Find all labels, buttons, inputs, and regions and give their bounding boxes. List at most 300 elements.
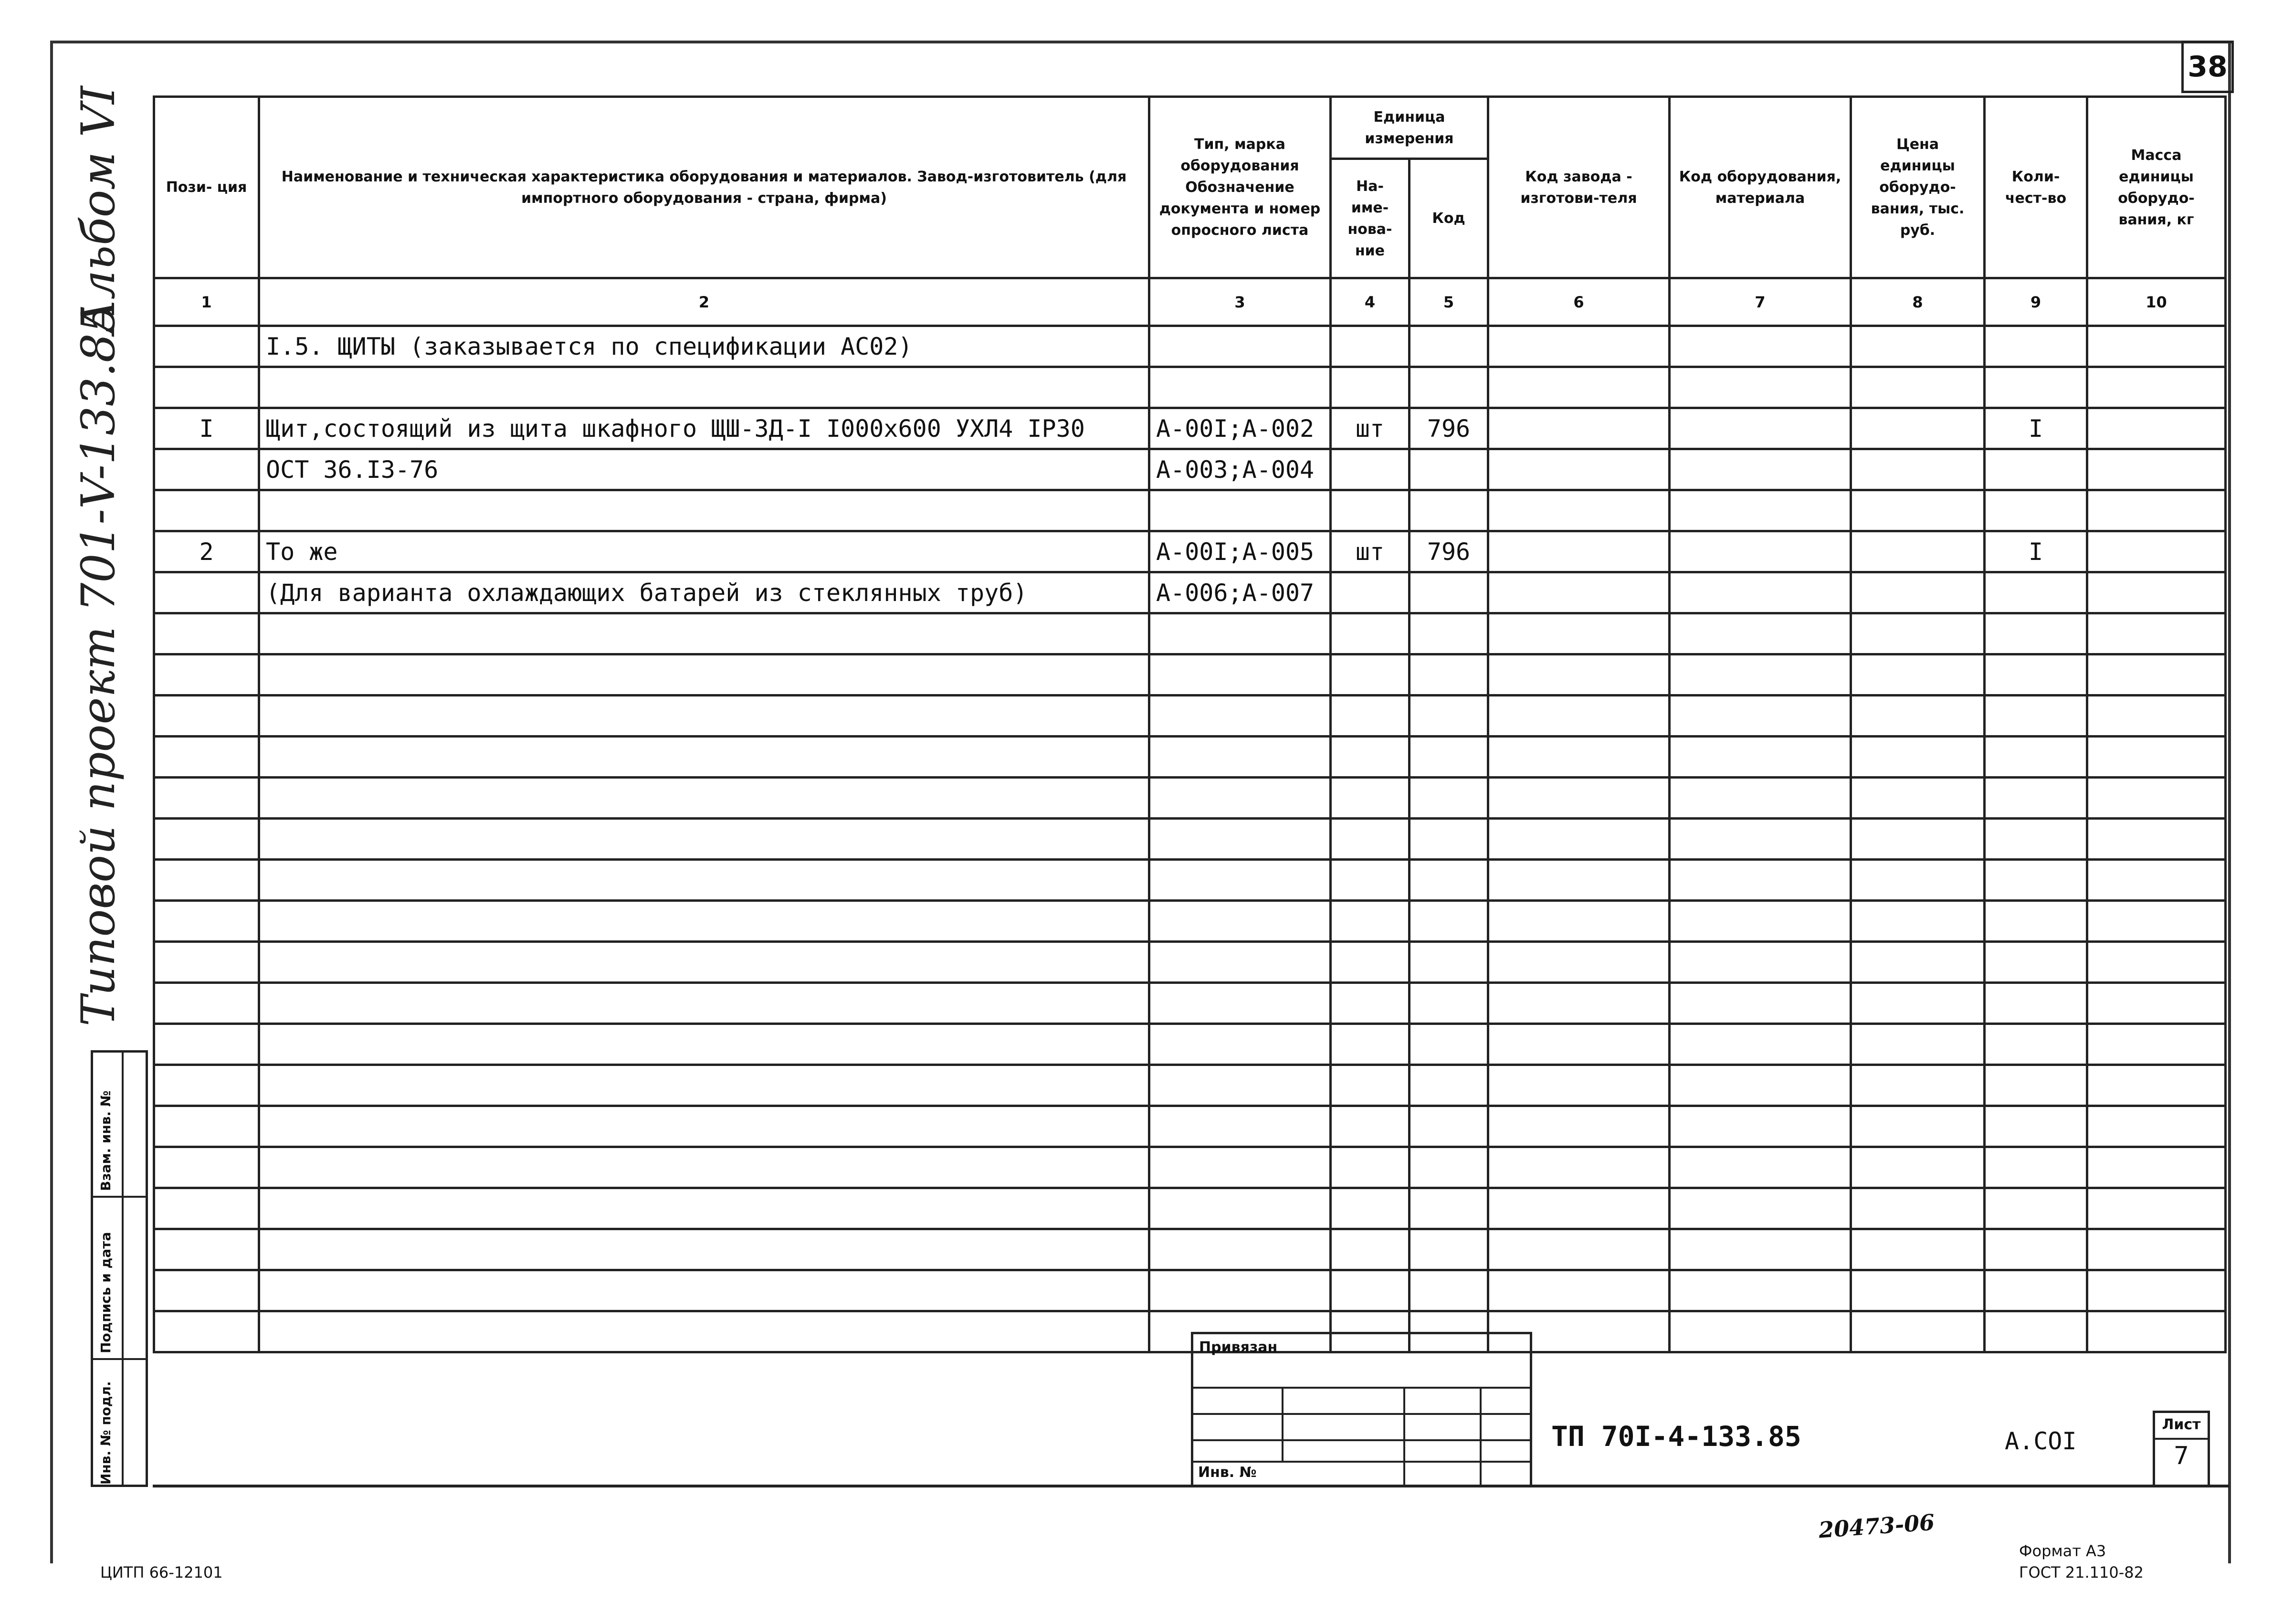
table-cell [1331, 654, 1410, 696]
table-cell [1985, 983, 2087, 1024]
table-cell [1488, 1024, 1670, 1065]
table-cell [1851, 572, 1985, 613]
doc-code: ТП 70I-4-133.85 [1551, 1420, 1801, 1453]
table-cell [1410, 778, 1488, 819]
spec-table [153, 95, 2227, 1353]
table-cell [2087, 901, 2226, 942]
table-cell [1149, 1147, 1331, 1188]
table-cell [1410, 1106, 1488, 1147]
table-cell [1851, 1065, 1985, 1106]
table-cell [1149, 490, 1331, 531]
box-line [122, 1053, 124, 1485]
table-cell [1851, 1311, 1985, 1352]
table-cell [1670, 367, 1851, 408]
table-cell [154, 572, 259, 613]
sheet-number-box [2181, 41, 2234, 93]
table-cell [1985, 1188, 2087, 1229]
table-row [154, 326, 2226, 367]
table-cell [1410, 490, 1488, 531]
table-cell [2087, 654, 2226, 696]
table-cell [1488, 819, 1670, 860]
table-cell [1331, 367, 1410, 408]
table-cell [1488, 408, 1670, 449]
podpis-label: Подпись и дата [98, 1232, 114, 1353]
table-cell [154, 654, 259, 696]
table-cell [1410, 326, 1488, 367]
table-cell [1985, 1229, 2087, 1270]
table-cell [1488, 1147, 1670, 1188]
col-num: 10 [2087, 278, 2226, 326]
table-cell [2087, 531, 2226, 572]
table-cell [1670, 531, 1851, 572]
col-num: 2 [259, 278, 1149, 326]
table-cell [1985, 1270, 2087, 1311]
table-cell [1851, 1270, 1985, 1311]
table-cell: ОСТ 36.I3-76 [259, 449, 1149, 490]
table-cell [1149, 1229, 1331, 1270]
table-cell [1331, 1270, 1410, 1311]
table-cell [1670, 490, 1851, 531]
table-cell [1410, 1270, 1488, 1311]
table-row [154, 1188, 2226, 1229]
table-cell [1670, 613, 1851, 654]
table-cell [1985, 613, 2087, 654]
table-cell [1851, 490, 1985, 531]
table-cell [1149, 983, 1331, 1024]
table-cell [1851, 737, 1985, 778]
table-row [154, 408, 2226, 449]
table-cell [1488, 696, 1670, 737]
table-cell [1488, 1188, 1670, 1229]
table-cell [1331, 737, 1410, 778]
table-cell: I [1985, 408, 2087, 449]
table-cell [2087, 778, 2226, 819]
table-cell [1985, 1311, 2087, 1352]
table-cell [1985, 737, 2087, 778]
table-cell [154, 1106, 259, 1147]
table-cell: То же [259, 531, 1149, 572]
table-cell [154, 1065, 259, 1106]
table-cell [1488, 1106, 1670, 1147]
table-cell [1488, 737, 1670, 778]
table-cell [1410, 367, 1488, 408]
table-cell [154, 367, 259, 408]
table-cell [1851, 942, 1985, 983]
column-number-row [154, 278, 2226, 326]
table-cell [1670, 942, 1851, 983]
table-cell [1410, 942, 1488, 983]
table-cell [154, 696, 259, 737]
table-cell [2087, 1106, 2226, 1147]
table-cell: I.5. ЩИТЫ (заказывается по спецификации АС02) [259, 326, 1149, 367]
table-cell [1331, 901, 1410, 942]
table-cell [1985, 367, 2087, 408]
table-cell [1670, 1147, 1851, 1188]
table-row [154, 819, 2226, 860]
table-cell [2087, 1147, 2226, 1188]
table-cell: A-00I;A-002 [1149, 408, 1331, 449]
table-cell [2087, 737, 2226, 778]
table-cell [154, 942, 259, 983]
table-cell [1985, 696, 2087, 737]
table-cell [259, 860, 1149, 901]
table-cell [259, 1270, 1149, 1311]
box-line [93, 1358, 146, 1360]
table-cell [154, 613, 259, 654]
table-cell [1410, 572, 1488, 613]
table-cell [154, 1270, 259, 1311]
table-cell [2087, 326, 2226, 367]
table-cell [1410, 819, 1488, 860]
table-cell [1670, 1065, 1851, 1106]
table-cell [1331, 983, 1410, 1024]
table-cell [259, 696, 1149, 737]
inv-podl-label: Инв. № подл. [98, 1381, 114, 1485]
table-cell [1670, 1311, 1851, 1352]
table-cell [259, 613, 1149, 654]
table-row [154, 942, 2226, 983]
table-cell [1488, 326, 1670, 367]
table-cell [1488, 449, 1670, 490]
table-cell [1149, 860, 1331, 901]
table-row [154, 1147, 2226, 1188]
table-cell [154, 1024, 259, 1065]
table-cell [154, 1311, 259, 1352]
table-cell [1149, 1024, 1331, 1065]
table-cell [1670, 1229, 1851, 1270]
table-cell: (Для варианта охлаждающих батарей из стеклянных труб) [259, 572, 1149, 613]
table-cell [1331, 819, 1410, 860]
sheet-code: А.СОI [2005, 1427, 2077, 1455]
format-label: Формат А3 [2019, 1542, 2106, 1560]
table-cell [1149, 901, 1331, 942]
table-cell: A-00I;A-005 [1149, 531, 1331, 572]
table-cell [1670, 819, 1851, 860]
table-cell [1331, 696, 1410, 737]
stamp-line [2155, 1438, 2208, 1440]
table-cell [2087, 1270, 2226, 1311]
table-cell [1851, 1188, 1985, 1229]
table-cell [1985, 778, 2087, 819]
table-cell [2087, 696, 2226, 737]
table-cell [154, 326, 259, 367]
table-row [154, 367, 2226, 408]
table-row [154, 778, 2226, 819]
privyazan-label: Привязан [1199, 1339, 1278, 1356]
table-row [154, 449, 2226, 490]
table-cell [1851, 819, 1985, 860]
table-cell [1670, 860, 1851, 901]
table-cell [1851, 531, 1985, 572]
table-cell [1331, 778, 1410, 819]
table-cell [259, 737, 1149, 778]
header-equipment-code: Код оборудования, материала [1670, 97, 1851, 278]
header-unit: Единица измерения [1331, 97, 1488, 159]
table-cell [1331, 572, 1410, 613]
project-label: Типовой проект 701-V-133.85 [72, 304, 125, 1026]
table-cell [1985, 490, 2087, 531]
table-cell [1670, 1188, 1851, 1229]
table-cell [259, 983, 1149, 1024]
table-cell [1985, 860, 2087, 901]
table-row [154, 490, 2226, 531]
table-cell [259, 778, 1149, 819]
stamp-line [1403, 1387, 1405, 1487]
header-unit-name: На-име-нова-ние [1331, 159, 1410, 278]
table-cell [1985, 1024, 2087, 1065]
col-num: 5 [1410, 278, 1488, 326]
table-cell [1985, 1147, 2087, 1188]
table-cell [1985, 1106, 2087, 1147]
table-cell [1851, 613, 1985, 654]
table-cell [1670, 572, 1851, 613]
table-cell [1851, 408, 1985, 449]
table-cell [1488, 1229, 1670, 1270]
table-cell: 796 [1410, 408, 1488, 449]
table-cell [1985, 326, 2087, 367]
table-cell [1851, 654, 1985, 696]
left-signature-box [91, 1050, 148, 1487]
table-cell: Щит,состоящий из щита шкафного ЩШ-ЗД-I I000x600 УХЛ4 IP30 [259, 408, 1149, 449]
table-cell [1410, 737, 1488, 778]
table-cell [1149, 737, 1331, 778]
table-cell [2087, 1188, 2226, 1229]
table-row [154, 1024, 2226, 1065]
table-row [154, 572, 2226, 613]
table-cell [1985, 901, 2087, 942]
header-quantity: Коли-чест-во [1985, 97, 2087, 278]
table-cell [1410, 1147, 1488, 1188]
stamp-line [1282, 1387, 1284, 1461]
table-cell [1331, 326, 1410, 367]
table-cell [154, 819, 259, 860]
table-cell [1331, 1188, 1410, 1229]
table-cell [1851, 1147, 1985, 1188]
table-cell [1488, 983, 1670, 1024]
stamp-line [1480, 1387, 1482, 1487]
table-cell [1410, 1188, 1488, 1229]
col-num: 4 [1331, 278, 1410, 326]
table-cell [2087, 860, 2226, 901]
list-box [2153, 1411, 2210, 1487]
table-cell [1670, 654, 1851, 696]
table-cell [1851, 449, 1985, 490]
table-cell [1985, 819, 2087, 860]
table-cell [2087, 983, 2226, 1024]
header-name: Наименование и техническая характеристика оборудования и материалов. Завод-изготовитель (для импортного оборудования - страна, фирма) [259, 97, 1149, 278]
table-cell [154, 449, 259, 490]
table-cell [259, 1106, 1149, 1147]
table-cell [1331, 1024, 1410, 1065]
table-cell [1149, 942, 1331, 983]
table-cell [1851, 696, 1985, 737]
privyazan-box [1191, 1332, 1532, 1487]
gost-label: ГОСТ 21.110-82 [2019, 1563, 2144, 1582]
table-row [154, 860, 2226, 901]
table-cell: A-003;A-004 [1149, 449, 1331, 490]
table-cell [259, 1024, 1149, 1065]
page-border-top [50, 41, 2231, 43]
table-row [154, 1270, 2226, 1311]
table-cell [154, 1188, 259, 1229]
header-unit-code: Код [1410, 159, 1488, 278]
table-cell [1149, 326, 1331, 367]
table-cell [1331, 1229, 1410, 1270]
table-row [154, 1229, 2226, 1270]
table-row [154, 737, 2226, 778]
table-cell [1149, 1065, 1331, 1106]
table-cell [1331, 490, 1410, 531]
table-cell [1410, 1065, 1488, 1106]
table-cell [259, 1229, 1149, 1270]
table-cell [1985, 654, 2087, 696]
table-cell [259, 490, 1149, 531]
table-cell [1488, 572, 1670, 613]
table-cell [1149, 1106, 1331, 1147]
table-cell [259, 1311, 1149, 1352]
table-cell [1670, 901, 1851, 942]
table-cell: I [154, 408, 259, 449]
table-cell [1331, 1065, 1410, 1106]
table-cell [259, 901, 1149, 942]
table-row [154, 531, 2226, 572]
table-cell [1488, 1270, 1670, 1311]
left-code-label: ЦИТП 66-12101 [100, 1563, 223, 1582]
table-cell [1149, 654, 1331, 696]
table-cell [1670, 983, 1851, 1024]
table-cell [2087, 819, 2226, 860]
table-cell [1331, 449, 1410, 490]
table-row [154, 983, 2226, 1024]
col-num: 8 [1851, 278, 1985, 326]
table-cell [154, 490, 259, 531]
table-cell [154, 1229, 259, 1270]
table-cell [259, 367, 1149, 408]
table-cell [1985, 572, 2087, 613]
table-cell [1410, 1229, 1488, 1270]
table-cell [1985, 942, 2087, 983]
table-cell [1488, 531, 1670, 572]
page-border-left [50, 41, 53, 1563]
hand-number: 20473-06 [1818, 1509, 1936, 1543]
table-cell [2087, 367, 2226, 408]
table-cell [1488, 1065, 1670, 1106]
table-cell [1149, 1270, 1331, 1311]
table-cell [2087, 942, 2226, 983]
table-cell [154, 901, 259, 942]
album-label: Альбом VI [72, 86, 125, 334]
table-row [154, 1311, 2226, 1352]
table-cell [1851, 1106, 1985, 1147]
table-cell [1670, 449, 1851, 490]
header-mass: Масса единицы оборудо-вания, кг [2087, 97, 2226, 278]
table-cell [154, 983, 259, 1024]
table-cell [1851, 860, 1985, 901]
table-row [154, 1106, 2226, 1147]
table-cell [2087, 1229, 2226, 1270]
table-cell [154, 737, 259, 778]
table-cell [1670, 696, 1851, 737]
table-cell [1149, 367, 1331, 408]
list-label: Лист [2162, 1416, 2201, 1433]
table-cell [1149, 1188, 1331, 1229]
table-cell: 2 [154, 531, 259, 572]
col-num: 6 [1488, 278, 1670, 326]
table-cell [1670, 1024, 1851, 1065]
table-cell [1488, 613, 1670, 654]
table-cell [1670, 778, 1851, 819]
table-cell [1985, 449, 2087, 490]
table-cell [1410, 613, 1488, 654]
table-cell [259, 942, 1149, 983]
table-cell [1851, 326, 1985, 367]
table-row [154, 696, 2226, 737]
table-cell [1488, 490, 1670, 531]
table-cell: шт [1331, 531, 1410, 572]
table-cell [1670, 1270, 1851, 1311]
table-cell [1488, 778, 1670, 819]
table-cell [1488, 860, 1670, 901]
table-cell [1488, 367, 1670, 408]
col-num: 9 [1985, 278, 2087, 326]
table-cell [259, 1065, 1149, 1106]
table-row [154, 901, 2226, 942]
table-cell [259, 819, 1149, 860]
table-cell: A-006;A-007 [1149, 572, 1331, 613]
table-cell [2087, 1311, 2226, 1352]
table-cell [1331, 1147, 1410, 1188]
table-cell [1331, 860, 1410, 901]
table-cell [154, 860, 259, 901]
table-cell [1670, 408, 1851, 449]
table-cell [1985, 1065, 2087, 1106]
table-cell [154, 778, 259, 819]
table-cell [1488, 901, 1670, 942]
table-cell [1851, 1024, 1985, 1065]
table-cell [1670, 1106, 1851, 1147]
vzam-label: Взам. инв. № [98, 1090, 114, 1191]
table-cell [1851, 778, 1985, 819]
table-cell [1410, 654, 1488, 696]
table-cell [1410, 860, 1488, 901]
table-cell [1670, 326, 1851, 367]
table-row [154, 654, 2226, 696]
table-cell [1488, 654, 1670, 696]
table-cell [1149, 819, 1331, 860]
table-cell: шт [1331, 408, 1410, 449]
table-cell [1410, 696, 1488, 737]
table-cell [2087, 408, 2226, 449]
table-cell [1331, 613, 1410, 654]
table-cell [1488, 942, 1670, 983]
box-line [93, 1196, 146, 1198]
table-row [154, 613, 2226, 654]
table-cell [2087, 490, 2226, 531]
inv-label: Инв. № [1198, 1464, 1257, 1481]
table-cell [1149, 613, 1331, 654]
table-cell: I [1985, 531, 2087, 572]
header-position: Пози- ция [154, 97, 259, 278]
page-border-right [2228, 41, 2231, 1563]
table-cell [1410, 449, 1488, 490]
header-row [154, 97, 2226, 159]
table-cell [1331, 1106, 1410, 1147]
header-price: Цена единицы оборудо-вания, тыс. руб. [1851, 97, 1985, 278]
table-cell [1410, 983, 1488, 1024]
table-body [154, 326, 2226, 1352]
table-cell [1851, 367, 1985, 408]
col-num: 7 [1670, 278, 1851, 326]
